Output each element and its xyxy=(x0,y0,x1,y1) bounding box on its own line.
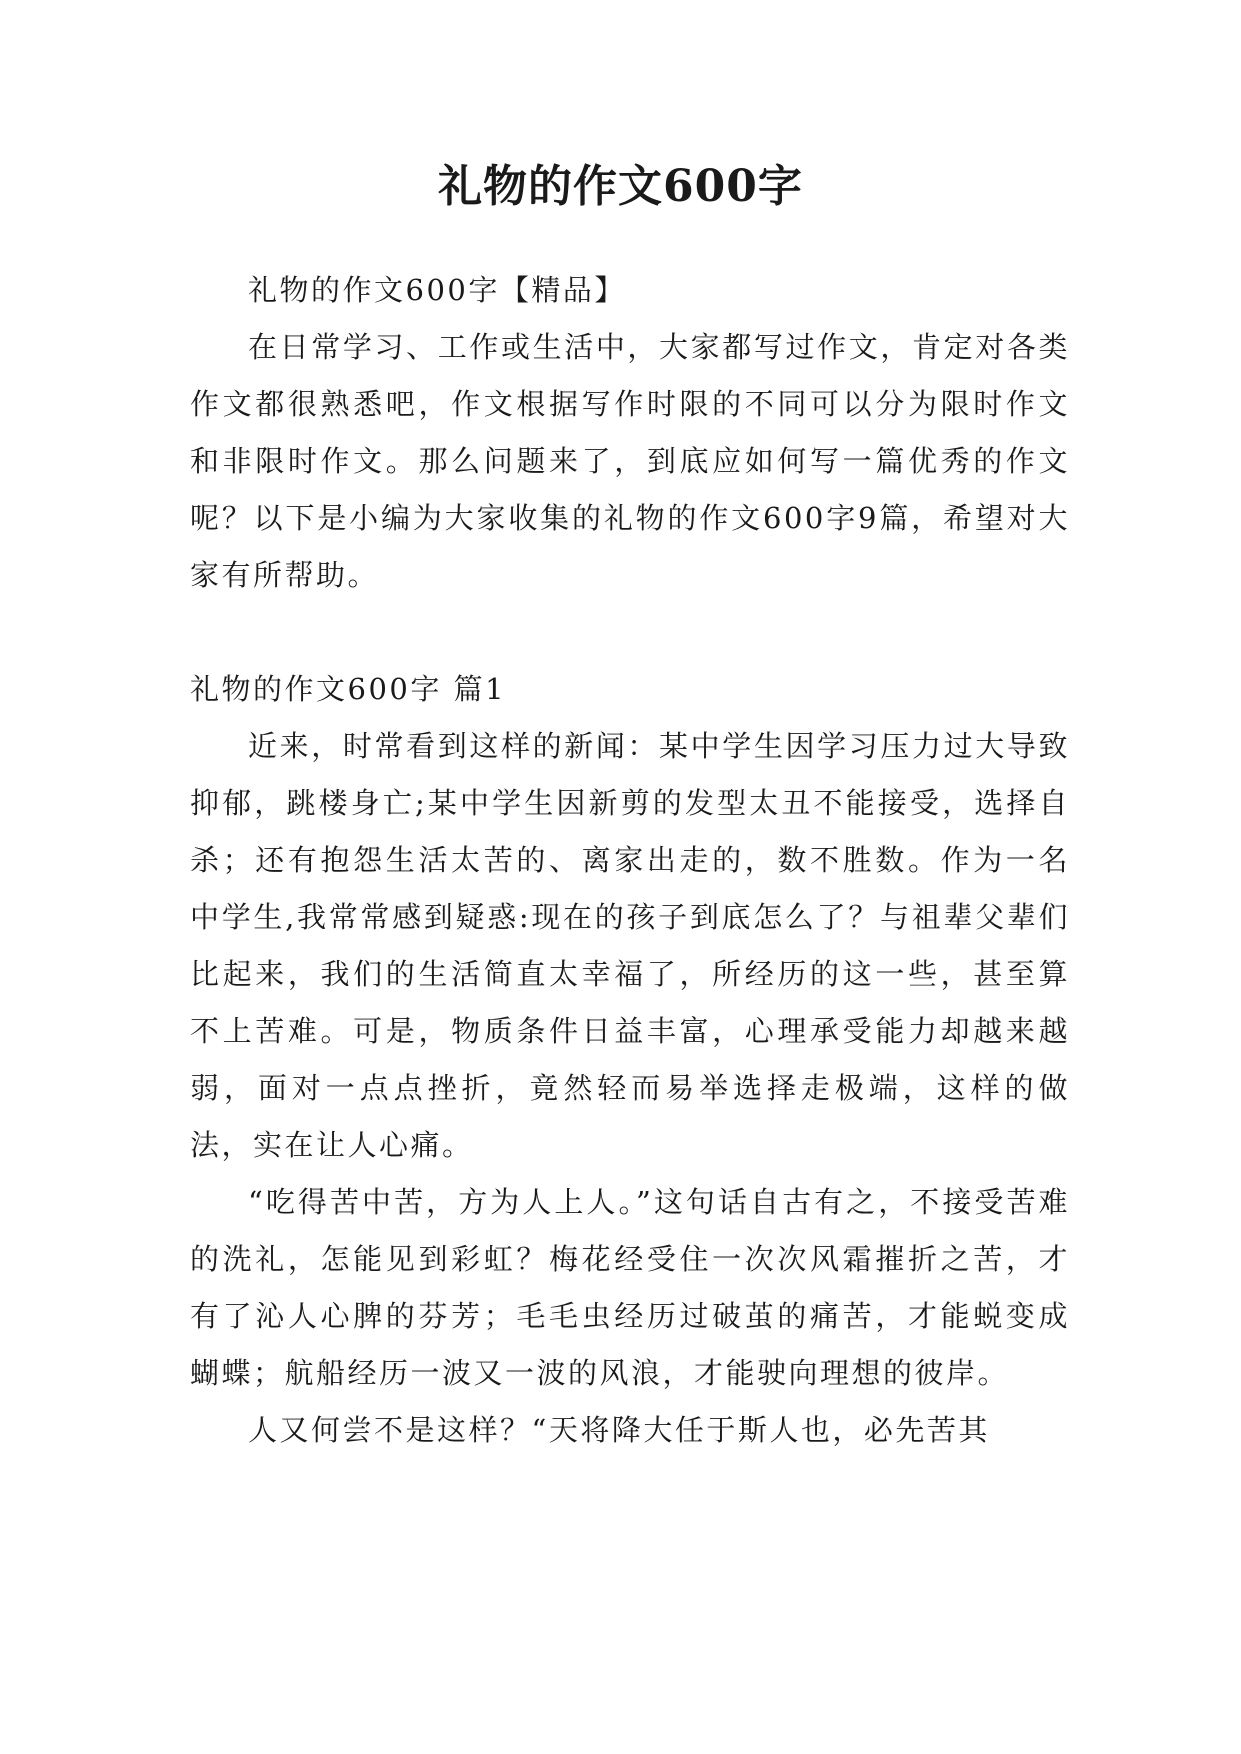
body-paragraph: 人又何尝不是这样？“天将降大任于斯人也，必先苦其 xyxy=(248,1413,990,1447)
intro-paragraph: 在日常学习、工作或生活中，大家都写过作文，肯定对各类作文都很熟悉吧，作文根据写作时限的不同可以分为限时作文和非限时作文。那么问题来了，到底应如何写一篇优秀的作文呢？以下是小编为大家收集的礼物的作文600字9篇，希望对大家有所帮助。 xyxy=(190,330,1070,592)
body-paragraph: “吃得苦中苦，方为人上人。”这句话自古有之，不接受苦难的洗礼，怎能见到彩虹？梅花经受住一次次风霜摧折之苦，才有了沁人心脾的芬芳；毛毛虫经历过破茧的痛苦，才能蜕变成蝴蝶；航船经历一波又一波的风浪，才能驶向理想的彼岸。 xyxy=(190,1185,1070,1390)
document-subtitle: 礼物的作文600字【精品】 xyxy=(248,273,626,307)
section-heading: 礼物的作文600字 篇1 xyxy=(190,672,507,706)
document-title: 礼物的作文600字 xyxy=(438,161,803,212)
document-body xyxy=(190,262,1070,1459)
body-paragraph: 近来，时常看到这样的新闻：某中学生因学习压力过大导致抑郁，跳楼身亡;某中学生因新剪的发型太丑不能接受，选择自杀；还有抱怨生活太苦的、离家出走的，数不胜数。作为一名中学生,我常常感到疑惑:现在的孩子到底怎么了？与祖辈父辈们比起来，我们的生活简直太幸福了，所经历的这一些，甚至算不上苦难。可是，物质条件日益丰富，心理承受能力却越来越弱，面对一点点挫折，竟然轻而易举选择走极端，这样的做法，实在让人心痛。 xyxy=(190,729,1070,1162)
section-spacer xyxy=(190,604,1070,661)
